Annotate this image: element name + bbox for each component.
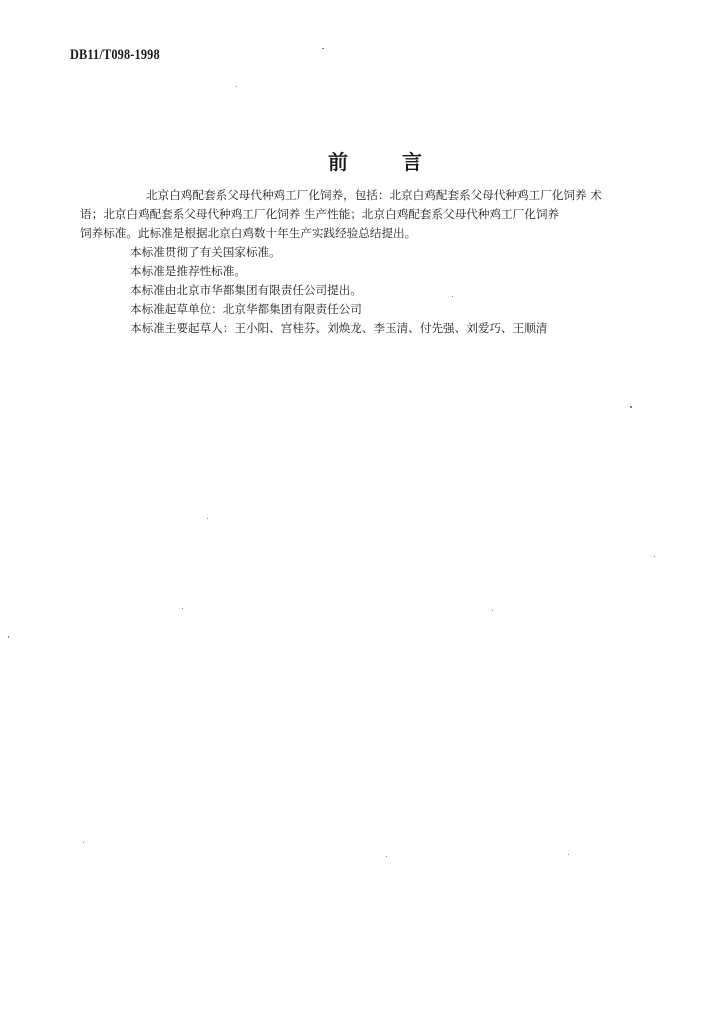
- scan-speck: [8, 636, 9, 638]
- foreword-paragraph-4: 本标准由北京市华都集团有限责任公司提出。: [130, 283, 362, 297]
- scan-speck: [182, 608, 183, 609]
- foreword-body: [80, 186, 648, 338]
- scan-speck: [654, 556, 655, 557]
- paragraph-line: 北京白鸡配套系父母代种鸡工厂化饲养，包括：北京白鸡配套系父母代种鸡工厂化饲养 术: [146, 188, 602, 202]
- scan-speck: [492, 610, 493, 611]
- scan-speck: [83, 842, 84, 843]
- title-char-1: 前: [328, 150, 348, 174]
- foreword-paragraph-1-continued: [80, 205, 648, 243]
- title-char-2: 言: [402, 150, 422, 174]
- scan-speck: [452, 296, 453, 297]
- scan-speck: [236, 86, 237, 87]
- foreword-paragraph-1: [106, 186, 648, 205]
- foreword-paragraph-6: 本标准主要起草人：王小阳、宫桂芬、刘焕龙、李玉清、付先强、刘爱巧、王顺清: [130, 321, 548, 335]
- paragraph-line: 语；北京白鸡配套系父母代种鸡工厂化饲养 生产性能；北京白鸡配套系父母代种鸡工厂化饲养: [80, 207, 560, 221]
- scan-speck: [386, 856, 387, 857]
- foreword-paragraph-2: 本标准贯彻了有关国家标准。: [130, 245, 281, 259]
- scan-speck: [322, 48, 324, 49]
- paragraph-line: 饲养标准。此标准是根据北京白鸡数十年生产实践经验总结提出。: [80, 226, 417, 240]
- document-code: DB11/T098-1998: [70, 47, 160, 63]
- scan-speck: [568, 854, 569, 855]
- scan-speck: [630, 406, 632, 408]
- page-title: [328, 146, 422, 175]
- foreword-paragraph-3: 本标准是推荐性标准。: [130, 264, 246, 278]
- foreword-paragraph-5: 本标准起草单位：北京华都集团有限责任公司: [130, 302, 362, 316]
- scan-speck: [207, 518, 208, 519]
